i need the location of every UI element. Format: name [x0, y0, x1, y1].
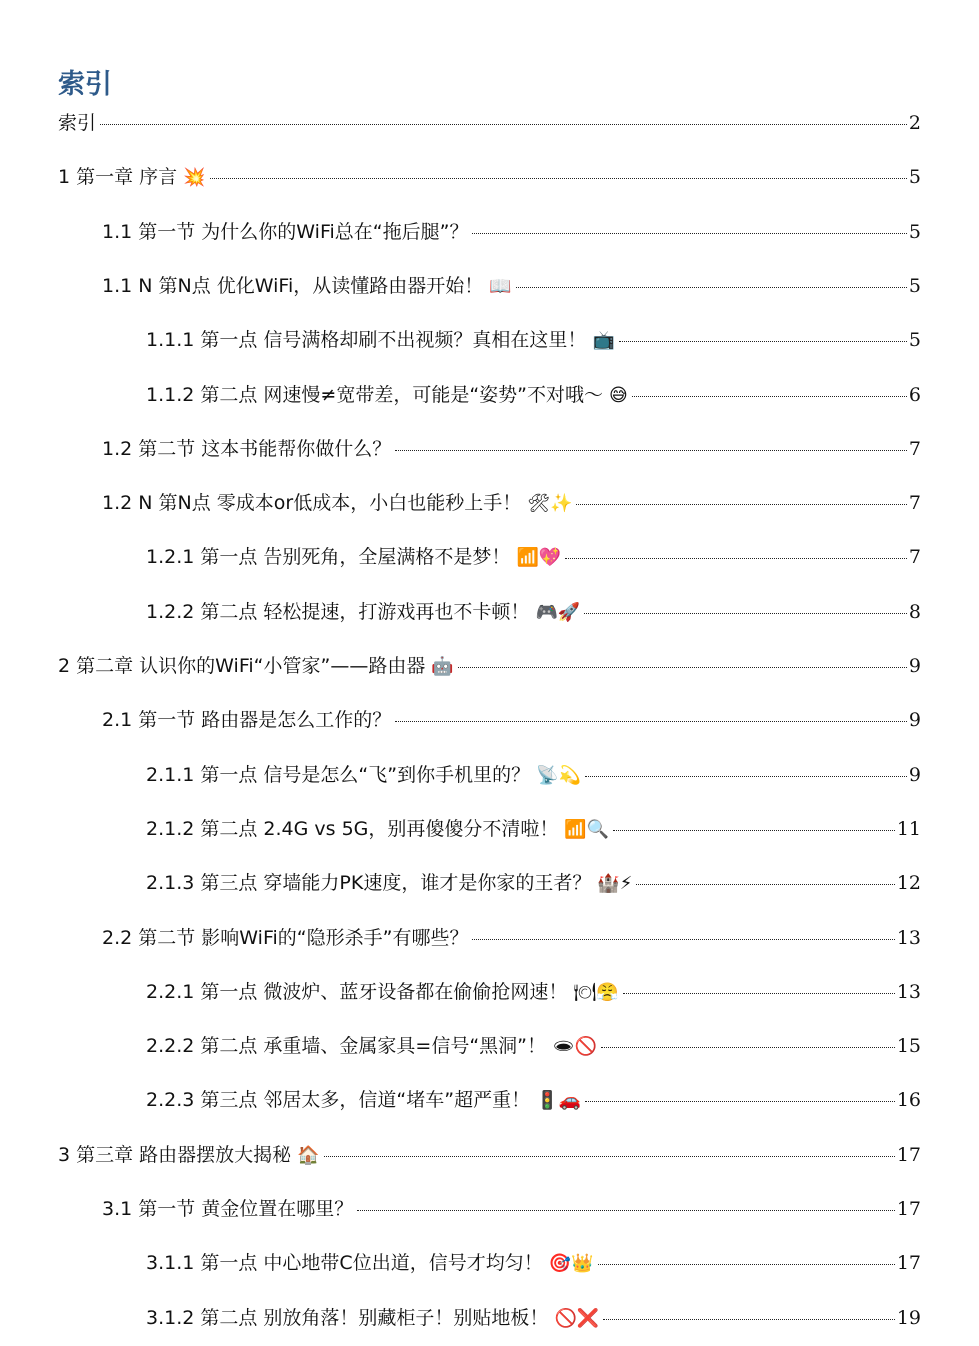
toc-entry[interactable] — [102, 434, 921, 462]
toc-leader-dots — [357, 1210, 895, 1211]
toc-entry-title: 2.1.3 第三点 穿墙能力PK速度，谁才是你家的王者？ — [146, 872, 592, 895]
toc-leader-dots — [210, 178, 907, 179]
toc-entry-emoji-icon: 📺 — [592, 330, 615, 352]
toc-page-number: 7 — [908, 437, 921, 460]
toc-entry-emoji-icon: 🛠✨ — [527, 493, 573, 515]
toc-leader-dots — [613, 830, 895, 831]
toc-entry-emoji-icon: 📖 — [489, 275, 512, 297]
toc-page-number: 19 — [896, 1306, 921, 1329]
toc-entry-emoji-icon: 📶🔍 — [564, 818, 610, 840]
toc-entry-emoji-icon: 🚦🚗 — [536, 1090, 581, 1112]
toc-entry[interactable] — [146, 1031, 921, 1059]
toc-entry[interactable] — [146, 1303, 921, 1331]
toc-leader-dots — [632, 396, 907, 397]
toc-leader-dots — [458, 667, 907, 668]
toc-entry[interactable] — [102, 923, 921, 951]
toc-entry-title: 1.1.2 第二点 网速慢≠宽带差，可能是“姿势”不对哦～ — [146, 383, 604, 406]
toc-page-number: 12 — [896, 872, 921, 895]
toc-page-number: 17 — [896, 1143, 921, 1166]
toc-page-number: 9 — [908, 655, 921, 677]
toc-leader-dots — [516, 287, 907, 288]
toc-page-number: 7 — [908, 492, 921, 515]
toc-entry-emoji-icon: 🎮🚀 — [535, 601, 581, 623]
toc-page-number: 6 — [908, 383, 921, 406]
toc-entry[interactable] — [58, 651, 921, 679]
toc-entry-emoji-icon: 📡💫 — [536, 764, 581, 786]
toc-entry-title: 3.1.1 第一点 中心地带C位出道，信号才均匀！ — [146, 1252, 543, 1275]
toc-leader-dots — [619, 341, 907, 342]
toc-entry[interactable] — [58, 108, 921, 136]
toc-entry[interactable] — [146, 325, 921, 353]
toc-page-number: 13 — [896, 926, 921, 949]
toc-entry-title: 2.2.1 第一点 微波炉、蓝牙设备都在偷偷抢网速！ — [146, 980, 568, 1003]
toc-entry-emoji-icon: 🚫❌ — [554, 1307, 600, 1329]
toc-page-number: 11 — [896, 817, 921, 840]
toc-entry[interactable] — [58, 1140, 921, 1168]
toc-leader-dots — [472, 233, 906, 234]
toc-entry-emoji-icon: 🎯👑 — [548, 1253, 594, 1275]
toc-entry-title: 1.1 第一节 为什么你的WiFi总在“拖后腿”？ — [102, 220, 469, 243]
toc-entry[interactable] — [58, 162, 921, 190]
toc-entry-emoji-icon: 🏠 — [297, 1144, 320, 1166]
toc-entry[interactable] — [146, 1085, 921, 1113]
toc-page-number: 9 — [908, 763, 921, 786]
toc-entry-title: 3.1 第一节 黄金位置在哪里？ — [102, 1198, 354, 1220]
toc-page-number: 13 — [896, 980, 921, 1003]
toc-page-number: 5 — [908, 329, 921, 352]
toc-entry-emoji-icon: 💥 — [183, 167, 206, 189]
toc-entry-title: 3.1.2 第二点 别放角落！别藏柜子！别贴地板！ — [146, 1306, 549, 1329]
toc-entry-title: 1.1 N 第N点 优化WiFi，从读懂路由器开始！ — [102, 274, 484, 297]
toc-entry[interactable] — [146, 380, 921, 408]
toc-entry[interactable] — [102, 271, 921, 299]
toc-leader-dots — [472, 939, 894, 940]
toc-entry[interactable] — [102, 1194, 921, 1222]
toc-entry[interactable] — [102, 217, 921, 245]
toc-leader-dots — [585, 1101, 895, 1102]
toc-entry-title: 2.1 第一节 路由器是怎么工作的？ — [102, 709, 392, 732]
toc-page-number: 16 — [896, 1089, 921, 1112]
toc-page-number: 9 — [908, 709, 921, 732]
toc-entry-title: 2.1.2 第二点 2.4G vs 5G，别再傻傻分不清啦！ — [146, 817, 559, 840]
toc-leader-dots — [584, 613, 907, 614]
toc-entry[interactable] — [146, 977, 921, 1005]
toc-entry[interactable] — [146, 814, 921, 842]
toc-entry-title: 1.2 第二节 这本书能帮你做什么？ — [102, 437, 392, 460]
toc-entry-title: 2.2 第二节 影响WiFi的“隐形杀手”有哪些？ — [102, 926, 469, 949]
toc-entry-title: 1.2.1 第一点 告别死角，全屋满格不是梦！ — [146, 546, 511, 569]
toc-entry-emoji-icon: 😅 — [609, 384, 628, 406]
toc-leader-dots — [395, 450, 907, 451]
toc-leader-dots — [395, 721, 907, 722]
toc-page-number: 2 — [908, 112, 921, 134]
toc-entry-title: 2 第二章 认识你的WiFi“小管家”——路由器 — [58, 655, 426, 677]
toc-entry-title: 索引 — [58, 112, 97, 134]
toc-leader-dots — [324, 1156, 895, 1157]
toc-leader-dots — [100, 124, 907, 125]
toc-page-number: 17 — [896, 1198, 921, 1220]
toc-entry[interactable] — [102, 488, 921, 516]
toc-entry[interactable] — [146, 1248, 921, 1276]
toc-entry-title: 3 第三章 路由器摆放大揭秘 — [58, 1143, 292, 1166]
toc-page-number: 5 — [908, 220, 921, 243]
toc-leader-dots — [576, 504, 906, 505]
toc-entry-emoji-icon: 📶💖 — [516, 547, 562, 569]
toc-leader-dots — [598, 1264, 895, 1265]
toc-leader-dots — [601, 1047, 895, 1048]
toc-entry[interactable] — [102, 705, 921, 733]
toc-leader-dots — [623, 993, 895, 994]
toc-leader-dots — [603, 1319, 895, 1320]
toc-leader-dots — [636, 884, 894, 885]
toc-entry-title: 1.2 N 第N点 零成本or低成本，小白也能秒上手！ — [102, 492, 522, 515]
toc-leader-dots — [565, 558, 907, 559]
toc-page-number: 8 — [908, 600, 921, 623]
toc-entry-emoji-icon: 🤖 — [431, 656, 454, 677]
toc-page-number: 15 — [896, 1035, 921, 1058]
toc-entry-title: 1 第一章 序言 — [58, 166, 178, 189]
toc-page-number: 5 — [908, 166, 921, 189]
toc-entry-emoji-icon: 🕳🚫 — [552, 1036, 598, 1058]
toc-entry[interactable] — [146, 542, 921, 570]
toc-entry-title: 2.2.2 第二点 承重墙、金属家具=信号“黑洞”！ — [146, 1035, 547, 1058]
toc-page-number: 17 — [896, 1252, 921, 1275]
toc-leader-dots — [585, 776, 907, 777]
toc-entry[interactable] — [146, 868, 921, 896]
toc-entry-title: 1.1.1 第一点 信号满格却刷不出视频？真相在这里！ — [146, 329, 587, 352]
page-title: 索引 — [58, 69, 112, 100]
toc-entry-emoji-icon: 🍽😤 — [573, 981, 619, 1003]
toc-page-number: 5 — [908, 274, 921, 297]
toc-entry-title: 1.2.2 第二点 轻松提速，打游戏再也不卡顿！ — [146, 600, 530, 623]
toc-page-number: 7 — [908, 546, 921, 569]
toc-entry-emoji-icon: 🏰⚡ — [597, 873, 633, 895]
toc-entry-title: 2.1.1 第一点 信号是怎么“飞”到你手机里的？ — [146, 763, 531, 786]
toc-entry[interactable] — [146, 597, 921, 625]
toc-entry-title: 2.2.3 第三点 邻居太多，信道“堵车”超严重！ — [146, 1089, 531, 1112]
toc-entry[interactable] — [146, 760, 921, 788]
